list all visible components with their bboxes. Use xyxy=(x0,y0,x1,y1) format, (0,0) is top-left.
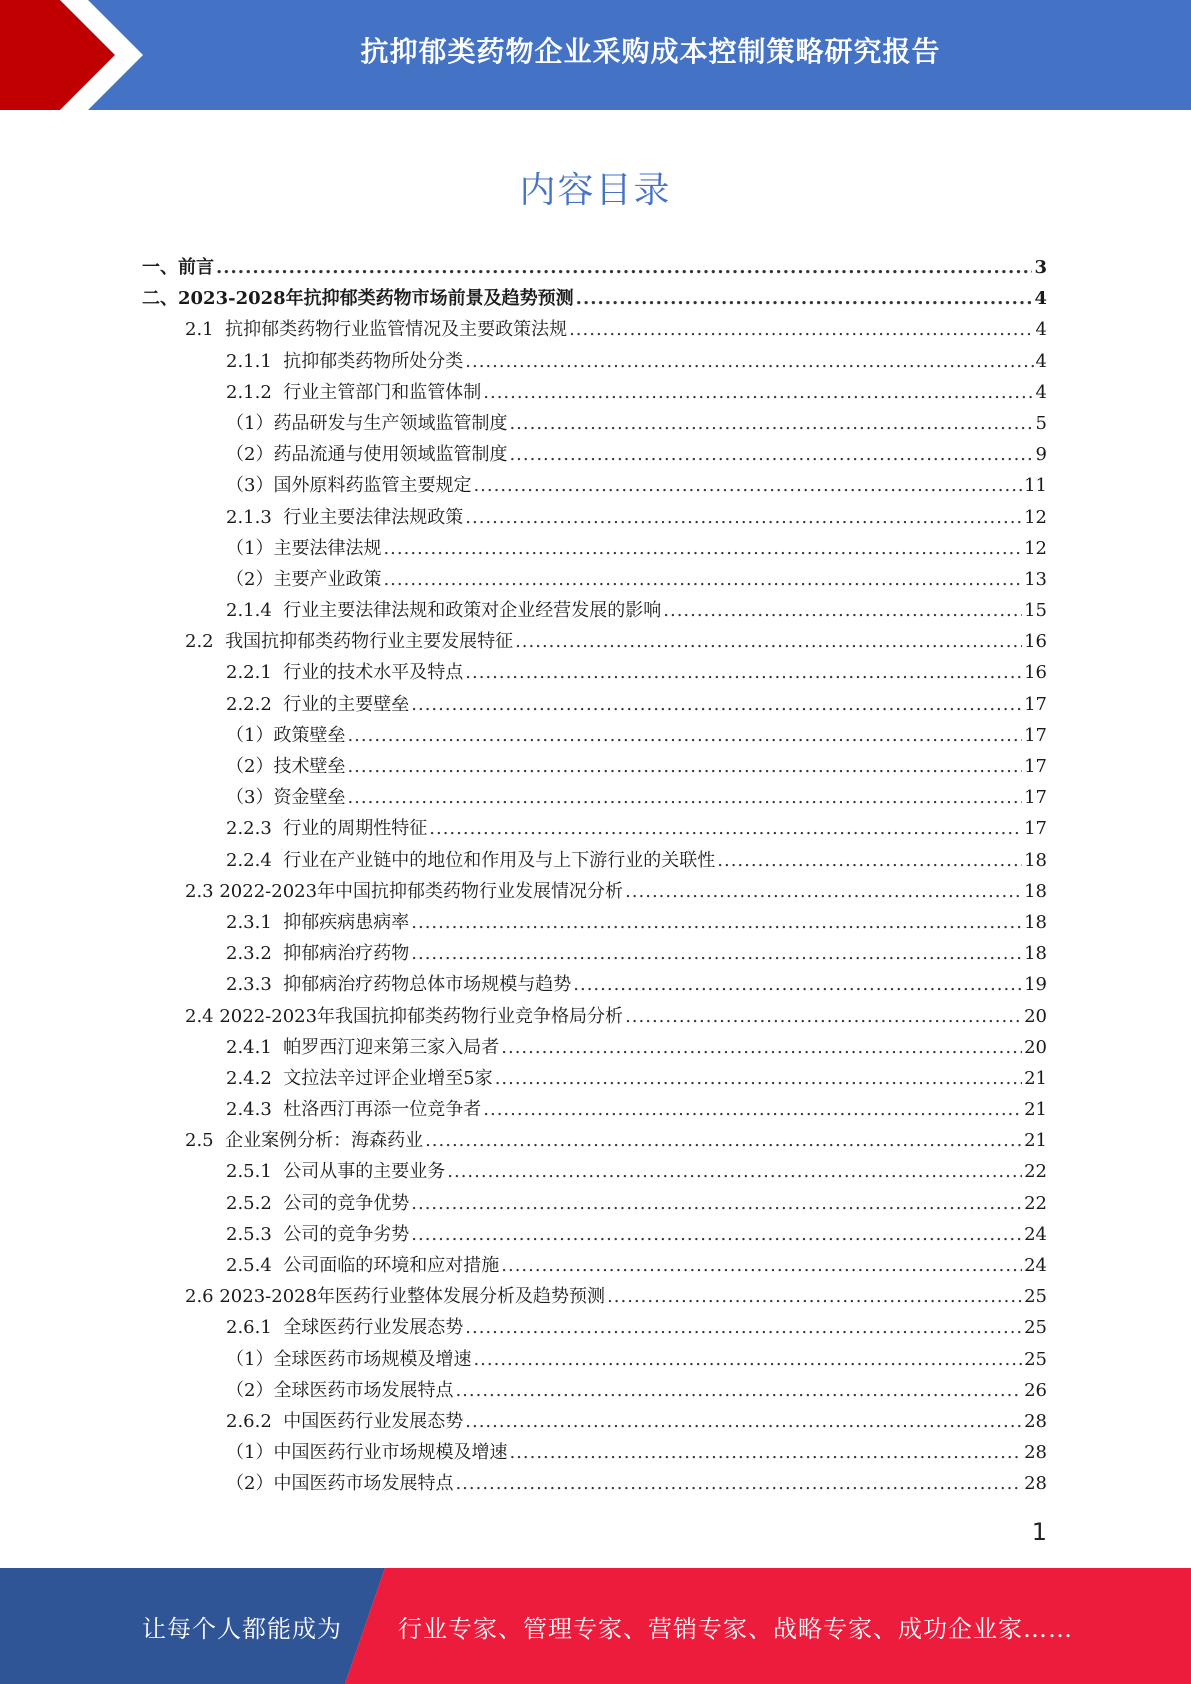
toc-dot-leader xyxy=(483,382,1033,403)
toc-dot-leader xyxy=(455,1380,1022,1401)
toc-dot-leader xyxy=(447,1161,1022,1182)
toc-entry-number: 2.4 xyxy=(185,1005,220,1027)
toc-entry-number: 2.1.2 xyxy=(226,381,284,403)
toc-entry-number: 2.2.2 xyxy=(226,693,284,715)
toc-dot-leader xyxy=(455,1473,1022,1494)
toc-entry-page: 26 xyxy=(1024,1379,1047,1401)
toc-entry-label: 帕罗西汀迎来第三家入局者 xyxy=(283,1036,500,1058)
toc-dot-leader xyxy=(607,1286,1022,1307)
toc-entry-page: 13 xyxy=(1024,568,1047,590)
toc-entry-page: 24 xyxy=(1024,1255,1047,1276)
toc-entry-number: 2.5.2 xyxy=(226,1192,284,1214)
toc-entry[interactable] xyxy=(0,1095,1047,1126)
toc-entry[interactable] xyxy=(0,658,1047,689)
toc-entry[interactable] xyxy=(0,814,1047,845)
toc-entry-page: 4 xyxy=(1035,381,1047,403)
toc-dot-leader xyxy=(411,1224,1022,1245)
toc-entry-label: 主要法律法规 xyxy=(273,537,382,559)
report-title: 抗抑郁类药物企业采购成本控制策略研究报告 xyxy=(360,35,941,68)
toc-entry[interactable] xyxy=(0,752,1047,783)
toc-entry-page: 3 xyxy=(1034,257,1047,278)
toc-entry-number: 2.5.3 xyxy=(226,1223,284,1245)
toc-entry-label: 国外原料药监管主要规定 xyxy=(273,475,472,497)
toc-entry[interactable] xyxy=(0,846,1047,877)
toc-entry[interactable] xyxy=(0,1126,1047,1157)
toc-entry-page: 9 xyxy=(1035,444,1047,466)
toc-entry-label: 前言 xyxy=(178,257,214,278)
toc-dot-leader xyxy=(425,1130,1022,1151)
toc-dot-leader xyxy=(515,631,1022,652)
toc-entry-number: 2.6.1 xyxy=(226,1317,284,1339)
toc-entry-label: 全球医药行业发展态势 xyxy=(283,1317,464,1339)
toc-entry-page: 12 xyxy=(1024,506,1047,528)
toc-entry-page: 19 xyxy=(1024,974,1047,996)
toc-entry-number: （1） xyxy=(226,1442,274,1464)
toc-entry-page: 18 xyxy=(1024,943,1047,965)
toc-entry-number: 2.3.2 xyxy=(226,943,284,965)
toc-entry-label: 抑郁病治疗药物 xyxy=(283,943,410,965)
toc-entry-page: 4 xyxy=(1035,319,1047,341)
toc-entry-page: 24 xyxy=(1024,1223,1047,1245)
toc-entry-number: （2） xyxy=(226,1379,274,1401)
toc-entry-page: 28 xyxy=(1024,1473,1047,1495)
toc-entry[interactable] xyxy=(0,253,1047,284)
toc-entry[interactable] xyxy=(0,409,1047,440)
toc-entry-label: 行业主要法律法规和政策对企业经营发展的影响 xyxy=(283,600,662,622)
toc-entry-label: 公司面临的环境和应对措施 xyxy=(283,1255,500,1276)
toc-entry-label: 主要产业政策 xyxy=(273,568,382,590)
toc-entry[interactable] xyxy=(0,627,1047,658)
toc-entry-label: 中国医药行业发展态势 xyxy=(283,1410,464,1432)
toc-entry-page: 17 xyxy=(1024,756,1047,777)
toc-entry-page: 20 xyxy=(1024,1005,1047,1027)
toc-entry[interactable] xyxy=(0,1002,1047,1033)
toc-entry-page: 25 xyxy=(1024,1286,1047,1308)
toc-entry[interactable] xyxy=(0,1033,1047,1064)
toc-dot-leader xyxy=(429,818,1022,839)
toc-entry[interactable] xyxy=(0,877,1047,908)
toc-entry-label: 药品研发与生产领域监管制度 xyxy=(273,412,508,434)
toc-entry[interactable] xyxy=(0,565,1047,596)
table-of-contents xyxy=(0,253,1191,1501)
toc-entry-label: 行业主管部门和监管体制 xyxy=(283,381,482,403)
toc-dot-leader xyxy=(347,725,1022,746)
toc-entry-label: 我国抗抑郁类药物行业主要发展特征 xyxy=(225,631,514,653)
toc-entry-label: 行业的技术水平及特点 xyxy=(283,662,464,684)
footer-slogan-left: 让每个人都能成为 xyxy=(142,1614,342,1643)
toc-entry-page: 18 xyxy=(1024,849,1047,871)
toc-entry-number: （1） xyxy=(226,412,274,434)
toc-entry-label: 公司的竞争优势 xyxy=(283,1192,410,1214)
toc-entry-number: 2.2.1 xyxy=(226,662,284,684)
toc-entry-label: 抗抑郁类药物行业监管情况及主要政策法规 xyxy=(225,319,568,341)
toc-entry-number: （1） xyxy=(226,537,274,559)
toc-entry-page: 15 xyxy=(1024,600,1047,622)
toc-dot-leader xyxy=(569,319,1033,340)
toc-entry-page: 28 xyxy=(1024,1410,1047,1432)
toc-entry-label: 中国医药行业市场规模及增速 xyxy=(273,1442,508,1464)
toc-dot-leader xyxy=(465,1317,1022,1338)
toc-entry[interactable] xyxy=(0,1189,1047,1220)
toc-entry-label: 文拉法辛过评企业增至5家 xyxy=(283,1067,493,1089)
toc-entry-label: 杜洛西汀再添一位竞争者 xyxy=(283,1099,482,1121)
toc-entry-page: 17 xyxy=(1024,787,1047,809)
toc-entry-number: 2.5.1 xyxy=(226,1161,284,1183)
toc-dot-leader xyxy=(347,787,1022,808)
footer-slogan-right: 行业专家、管理专家、营销专家、战略专家、成功企业家…… xyxy=(398,1614,1073,1643)
toc-entry[interactable] xyxy=(0,471,1047,502)
toc-entry-number: 2.3.3 xyxy=(226,974,284,996)
toc-entry-label: 抗抑郁类药物所处分类 xyxy=(283,350,464,372)
toc-entry-number: 2.2 xyxy=(185,631,226,653)
toc-dot-leader xyxy=(347,756,1022,777)
toc-dot-leader xyxy=(411,912,1022,933)
toc-entry-page: 12 xyxy=(1024,537,1047,559)
toc-dot-leader xyxy=(465,662,1022,683)
toc-entry-label: 全球医药市场规模及增速 xyxy=(273,1348,472,1370)
toc-entry-number: 2.3 xyxy=(185,880,220,902)
toc-entry-number: 2.1.3 xyxy=(226,506,284,528)
toc-entry-number: 2.4.2 xyxy=(226,1067,284,1089)
toc-dot-leader xyxy=(473,475,1022,496)
toc-entry[interactable] xyxy=(0,1376,1047,1407)
toc-entry[interactable] xyxy=(0,690,1047,721)
toc-entry-number: 2.5 xyxy=(185,1130,226,1152)
toc-entry-number: （3） xyxy=(226,475,274,497)
page-footer-band xyxy=(0,1568,1191,1684)
toc-dot-leader xyxy=(625,881,1022,902)
toc-entry-number: 2.6.2 xyxy=(226,1410,284,1432)
toc-entry[interactable] xyxy=(0,1220,1047,1251)
toc-entry[interactable] xyxy=(0,347,1047,378)
toc-entry-label: 行业的主要壁垒 xyxy=(283,693,410,715)
toc-entry[interactable] xyxy=(0,534,1047,565)
toc-dot-leader xyxy=(473,1349,1022,1370)
toc-entry-number: 2.2.3 xyxy=(226,818,284,840)
toc-entry-label: 公司从事的主要业务 xyxy=(283,1161,446,1183)
toc-entry-page: 4 xyxy=(1034,288,1047,310)
toc-entry[interactable] xyxy=(0,1313,1047,1344)
toc-entry[interactable] xyxy=(0,378,1047,409)
toc-dot-leader xyxy=(509,413,1033,434)
toc-entry[interactable] xyxy=(0,1157,1047,1188)
toc-entry-page: 28 xyxy=(1024,1442,1047,1464)
toc-dot-leader xyxy=(465,351,1033,372)
toc-entry-label: 中国医药市场发展特点 xyxy=(273,1473,454,1495)
toc-entry-label: 行业的周期性特征 xyxy=(283,818,428,840)
toc-entry-label: 全球医药市场发展特点 xyxy=(273,1379,454,1401)
toc-dot-leader xyxy=(411,694,1022,715)
toc-entry-number: 2.4.3 xyxy=(226,1099,284,1121)
toc-entry[interactable] xyxy=(0,939,1047,970)
toc-entry-page: 22 xyxy=(1024,1161,1047,1183)
toc-entry[interactable] xyxy=(0,1251,1047,1282)
toc-entry-number: （2） xyxy=(226,756,274,777)
toc-entry[interactable] xyxy=(0,596,1047,627)
toc-entry-number: 2.6 xyxy=(185,1286,220,1308)
toc-dot-leader xyxy=(465,1411,1022,1432)
toc-dot-leader xyxy=(501,1255,1022,1276)
toc-dot-leader xyxy=(216,257,1032,278)
toc-entry[interactable] xyxy=(0,315,1047,346)
toc-entry-number: 2.1.4 xyxy=(226,600,284,622)
toc-entry-label: 公司的竞争劣势 xyxy=(283,1223,410,1245)
toc-entry-page: 21 xyxy=(1024,1067,1047,1089)
toc-entry-number: 2.5.4 xyxy=(226,1255,284,1276)
toc-dot-leader xyxy=(411,1193,1022,1214)
toc-entry[interactable] xyxy=(0,783,1047,814)
toc-entry-page: 4 xyxy=(1035,350,1047,372)
toc-dot-leader xyxy=(576,288,1033,309)
toc-entry-page: 20 xyxy=(1024,1036,1047,1058)
toc-entry-page: 11 xyxy=(1024,475,1047,497)
toc-entry-label: 2022-2023年我国抗抑郁类药物行业竞争格局分析 xyxy=(219,1005,624,1027)
toc-dot-leader xyxy=(501,1037,1022,1058)
toc-entry-label: 抑郁疾病患病率 xyxy=(283,911,410,933)
toc-entry-number: （2） xyxy=(226,1473,274,1495)
toc-entry-label: 行业主要法律法规政策 xyxy=(283,506,464,528)
header-arrow-decoration xyxy=(0,0,160,110)
toc-entry-page: 21 xyxy=(1024,1099,1047,1121)
toc-entry[interactable] xyxy=(0,284,1047,315)
page-header-band xyxy=(0,0,1191,110)
toc-entry-number: （1） xyxy=(226,1348,274,1370)
toc-entry[interactable] xyxy=(0,970,1047,1001)
toc-entry-page: 25 xyxy=(1024,1317,1047,1339)
toc-entry-number: 2.3.1 xyxy=(226,911,284,933)
toc-entry[interactable] xyxy=(0,1469,1047,1500)
page-number: 1 xyxy=(1031,1518,1047,1546)
toc-dot-leader xyxy=(509,1442,1022,1463)
toc-entry-page: 17 xyxy=(1024,693,1047,715)
toc-entry-label: 抑郁病治疗药物总体市场规模与趋势 xyxy=(283,974,572,996)
toc-entry[interactable] xyxy=(0,1407,1047,1438)
toc-entry-page: 5 xyxy=(1035,412,1047,434)
toc-entry[interactable] xyxy=(0,908,1047,939)
toc-entry[interactable] xyxy=(0,503,1047,534)
toc-entry-number: （2） xyxy=(226,568,274,590)
toc-dot-leader xyxy=(663,600,1022,621)
toc-dot-leader xyxy=(625,1006,1022,1027)
toc-entry[interactable] xyxy=(0,440,1047,471)
toc-entry-label: 行业在产业链中的地位和作用及与上下游行业的关联性 xyxy=(283,849,716,871)
toc-dot-leader xyxy=(411,943,1022,964)
toc-entry-number: 二、 xyxy=(142,288,178,310)
toc-entry-label: 资金壁垒 xyxy=(273,787,346,809)
toc-dot-leader xyxy=(483,1099,1022,1120)
toc-entry-number: 2.4.1 xyxy=(226,1036,284,1058)
toc-entry-number: 2.1 xyxy=(185,319,226,341)
toc-dot-leader xyxy=(717,850,1022,871)
toc-dot-leader xyxy=(383,569,1022,590)
toc-entry[interactable] xyxy=(0,1345,1047,1376)
toc-entry-label: 药品流通与使用领域监管制度 xyxy=(273,444,508,466)
toc-dot-leader xyxy=(573,974,1022,995)
toc-entry-page: 16 xyxy=(1024,662,1047,684)
toc-entry-page: 16 xyxy=(1024,631,1047,653)
toc-entry-number: 一、 xyxy=(142,257,178,278)
toc-entry-label: 政策壁垒 xyxy=(273,724,346,746)
toc-entry-page: 18 xyxy=(1024,911,1047,933)
toc-entry-page: 21 xyxy=(1024,1130,1047,1152)
toc-entry-number: 2.1.1 xyxy=(226,350,284,372)
toc-entry[interactable] xyxy=(0,1064,1047,1095)
toc-entry-page: 22 xyxy=(1024,1192,1047,1214)
toc-entry-number: （1） xyxy=(226,724,274,746)
toc-entry[interactable] xyxy=(0,1282,1047,1313)
toc-dot-leader xyxy=(509,444,1033,465)
toc-entry-label: 2023-2028年医药行业整体发展分析及趋势预测 xyxy=(219,1286,606,1308)
toc-entry-number: 2.2.4 xyxy=(226,849,284,871)
toc-entry-number: （3） xyxy=(226,787,274,809)
toc-dot-leader xyxy=(495,1068,1022,1089)
toc-entry-label: 2022-2023年中国抗抑郁类药物行业发展情况分析 xyxy=(219,880,624,902)
toc-entry-page: 17 xyxy=(1024,724,1047,746)
toc-dot-leader xyxy=(383,538,1022,559)
toc-entry-page: 18 xyxy=(1024,880,1047,902)
toc-heading: 内容目录 xyxy=(519,170,672,211)
toc-dot-leader xyxy=(465,507,1022,528)
toc-entry[interactable] xyxy=(0,1438,1047,1469)
toc-entry-label: 2023-2028年抗抑郁类药物市场前景及趋势预测 xyxy=(178,288,574,310)
toc-entry-page: 17 xyxy=(1024,818,1047,840)
toc-entry[interactable] xyxy=(0,721,1047,752)
toc-entry-number: （2） xyxy=(226,444,274,466)
toc-entry-label: 技术壁垒 xyxy=(273,756,346,777)
toc-entry-page: 25 xyxy=(1024,1348,1047,1370)
toc-entry-label: 企业案例分析：海森药业 xyxy=(225,1130,424,1152)
